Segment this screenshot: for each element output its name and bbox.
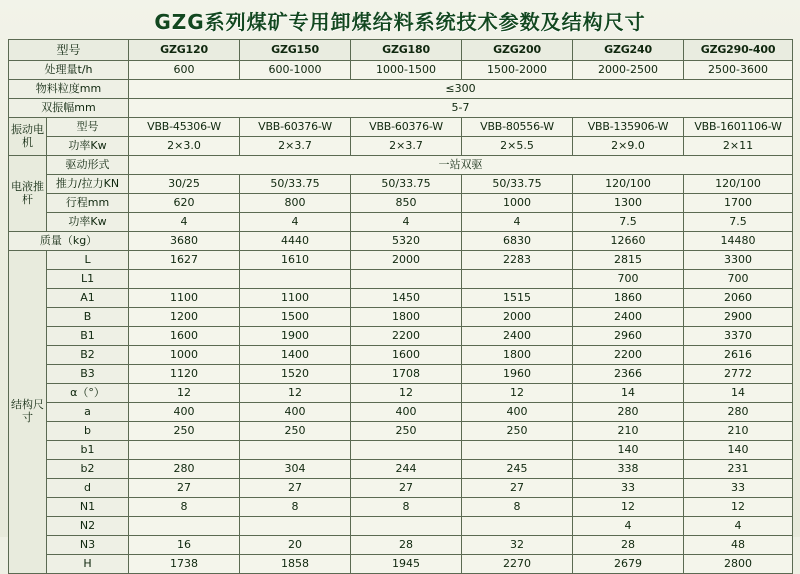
table-row [9,555,793,574]
cell: 2×5.5 [462,137,573,156]
cell [129,270,240,289]
cell: 400 [240,403,351,422]
group-label-text: 结构尺寸 [11,398,44,424]
cell [129,517,240,536]
cell: VBB-135906-W [573,118,684,137]
cell: 2×3.7 [351,137,462,156]
row-label: b1 [47,441,129,460]
cell: 2772 [684,365,793,384]
cell: 5320 [351,232,462,251]
row-label: B [47,308,129,327]
cell: 2283 [462,251,573,270]
cell [351,441,462,460]
group-label-text: 电液推杆 [11,179,44,206]
cell: 400 [129,403,240,422]
cell: 4 [129,213,240,232]
row-label: 处理量t/h [9,61,129,80]
table-row [9,384,793,403]
row-label: α（°） [47,384,129,403]
header-row [9,40,793,61]
table-row [9,137,793,156]
cell: 8 [129,498,240,517]
row-label: H [47,555,129,574]
table-row [9,232,793,251]
cell: 3370 [684,327,793,346]
row-label: N1 [47,498,129,517]
cell: 338 [573,460,684,479]
cell: 2000-2500 [573,61,684,80]
cell: 1945 [351,555,462,574]
cell: 2200 [351,327,462,346]
row-label: 功率Kw [47,213,129,232]
row-label: 型号 [47,118,129,137]
cell: 2×3.7 [240,137,351,156]
cell: 12 [684,498,793,517]
row-label: B2 [47,346,129,365]
cell: 120/100 [684,175,793,194]
table-row [9,175,793,194]
table-row [9,422,793,441]
cell: 16 [129,536,240,555]
table-row [9,213,793,232]
row-label: 质量（kg） [9,232,129,251]
cell-span: 5-7 [129,99,793,118]
cell: 620 [129,194,240,213]
table-header [9,40,793,61]
group-label-hydraulic-rod [9,156,47,232]
cell: 1700 [684,194,793,213]
table-row [9,80,793,99]
cell: 304 [240,460,351,479]
cell: 48 [684,536,793,555]
spec-table-wrapper [0,39,800,574]
cell: 1600 [351,346,462,365]
cell: 1515 [462,289,573,308]
row-label: N3 [47,536,129,555]
table-row [9,99,793,118]
cell: 210 [573,422,684,441]
cell: 2500-3600 [684,61,793,80]
cell [462,441,573,460]
group-label-text: 振动电机 [11,122,44,149]
table-row [9,327,793,346]
header-model-4: GZG200 [462,40,573,61]
cell: 1000-1500 [351,61,462,80]
cell: 250 [351,422,462,441]
cell: 6830 [462,232,573,251]
table-row [9,289,793,308]
row-label: A1 [47,289,129,308]
cell: 4 [684,517,793,536]
cell: 400 [351,403,462,422]
cell: 1000 [129,346,240,365]
cell: 600-1000 [240,61,351,80]
cell: 14 [573,384,684,403]
cell: 8 [351,498,462,517]
table-row [9,194,793,213]
cell [240,270,351,289]
cell: 2×9.0 [573,137,684,156]
cell: VBB-60376-W [240,118,351,137]
cell: 28 [573,536,684,555]
table-row [9,308,793,327]
cell: 12 [129,384,240,403]
cell: 2960 [573,327,684,346]
row-label: 行程mm [47,194,129,213]
cell: 1600 [129,327,240,346]
cell: 7.5 [573,213,684,232]
cell: 140 [573,441,684,460]
table-row [9,270,793,289]
cell: 12 [240,384,351,403]
cell: 50/33.75 [462,175,573,194]
cell: 2000 [462,308,573,327]
table-row [9,517,793,536]
row-label: d [47,479,129,498]
cell: 2270 [462,555,573,574]
header-model-cell: 型号 [9,40,129,61]
cell: 1000 [462,194,573,213]
table-row [9,346,793,365]
cell: 1100 [240,289,351,308]
cell: VBB-60376-W [351,118,462,137]
row-label: b2 [47,460,129,479]
cell: 28 [351,536,462,555]
cell: 1200 [129,308,240,327]
cell: 2400 [462,327,573,346]
cell [462,517,573,536]
cell: 280 [684,403,793,422]
cell: 50/33.75 [351,175,462,194]
row-label: a [47,403,129,422]
table-row [9,61,793,80]
cell: 245 [462,460,573,479]
table-row [9,479,793,498]
table-row [9,536,793,555]
table-row [9,251,793,270]
cell [351,270,462,289]
cell: 120/100 [573,175,684,194]
cell: 1100 [129,289,240,308]
cell: 600 [129,61,240,80]
cell: 4 [351,213,462,232]
cell: 280 [129,460,240,479]
cell: 244 [351,460,462,479]
row-label: 推力/拉力KN [47,175,129,194]
cell: 12 [351,384,462,403]
cell: 33 [684,479,793,498]
cell: 8 [240,498,351,517]
cell: 2900 [684,308,793,327]
cell: 4440 [240,232,351,251]
cell: 4 [462,213,573,232]
cell: 1900 [240,327,351,346]
cell: 2679 [573,555,684,574]
spec-table [8,39,793,574]
cell: 280 [573,403,684,422]
cell: 3300 [684,251,793,270]
cell: 700 [684,270,793,289]
table-body [9,61,793,574]
header-model-2: GZG150 [240,40,351,61]
table-row [9,460,793,479]
cell [240,441,351,460]
table-row [9,498,793,517]
table-row [9,156,793,175]
cell: 1500 [240,308,351,327]
cell: 12660 [573,232,684,251]
row-label: 双振幅mm [9,99,129,118]
row-label: 功率Kw [47,137,129,156]
cell: 50/33.75 [240,175,351,194]
cell: 4 [573,517,684,536]
cell: 231 [684,460,793,479]
cell: 3680 [129,232,240,251]
cell: 8 [462,498,573,517]
cell: 32 [462,536,573,555]
cell: 1610 [240,251,351,270]
row-label: b [47,422,129,441]
cell [351,517,462,536]
cell: 250 [462,422,573,441]
cell: 27 [129,479,240,498]
cell: VBB-80556-W [462,118,573,137]
cell [240,517,351,536]
header-model-6: GZG290-400 [684,40,793,61]
cell: 210 [684,422,793,441]
cell: 850 [351,194,462,213]
cell: 1500-2000 [462,61,573,80]
cell: 14 [684,384,793,403]
cell: 1800 [462,346,573,365]
page-title: GZG系列煤矿专用卸煤给料系统技术参数及结构尺寸 [154,10,646,34]
cell-span: 一站双驱 [129,156,793,175]
cell: 27 [240,479,351,498]
cell: 1858 [240,555,351,574]
row-label: B1 [47,327,129,346]
cell: 2800 [684,555,793,574]
cell: 2000 [351,251,462,270]
cell: 1120 [129,365,240,384]
cell: 250 [240,422,351,441]
table-row [9,441,793,460]
row-label: L1 [47,270,129,289]
cell: 2×3.0 [129,137,240,156]
row-label: B3 [47,365,129,384]
cell: 2200 [573,346,684,365]
cell: 2060 [684,289,793,308]
cell [129,441,240,460]
cell: 2×11 [684,137,793,156]
cell: 2616 [684,346,793,365]
group-label-structure [9,251,47,574]
cell: 140 [684,441,793,460]
cell-span: ≤300 [129,80,793,99]
row-label: 物料粒度mm [9,80,129,99]
cell: 1627 [129,251,240,270]
cell: 2400 [573,308,684,327]
cell: 4 [240,213,351,232]
cell: 12 [462,384,573,403]
cell: 1708 [351,365,462,384]
cell [462,270,573,289]
table-row [9,403,793,422]
cell: 700 [573,270,684,289]
cell: 1960 [462,365,573,384]
cell: 250 [129,422,240,441]
cell: 1738 [129,555,240,574]
table-row [9,365,793,384]
row-label: 驱动形式 [47,156,129,175]
group-label-vibration-motor [9,118,47,156]
cell: 1520 [240,365,351,384]
cell: 1300 [573,194,684,213]
cell: VBB-45306-W [129,118,240,137]
cell: 12 [573,498,684,517]
row-label: L [47,251,129,270]
header-model-1: GZG120 [129,40,240,61]
header-model-3: GZG180 [351,40,462,61]
cell: 27 [351,479,462,498]
cell: 2366 [573,365,684,384]
table-row [9,118,793,137]
cell: 1860 [573,289,684,308]
row-label: N2 [47,517,129,536]
cell: 1400 [240,346,351,365]
cell: 14480 [684,232,793,251]
header-model-5: GZG240 [573,40,684,61]
cell: 400 [462,403,573,422]
cell: 33 [573,479,684,498]
cell: 7.5 [684,213,793,232]
cell: 1800 [351,308,462,327]
cell: VBB-1601106-W [684,118,793,137]
cell: 1450 [351,289,462,308]
cell: 30/25 [129,175,240,194]
cell: 800 [240,194,351,213]
cell: 27 [462,479,573,498]
cell: 2815 [573,251,684,270]
cell: 20 [240,536,351,555]
